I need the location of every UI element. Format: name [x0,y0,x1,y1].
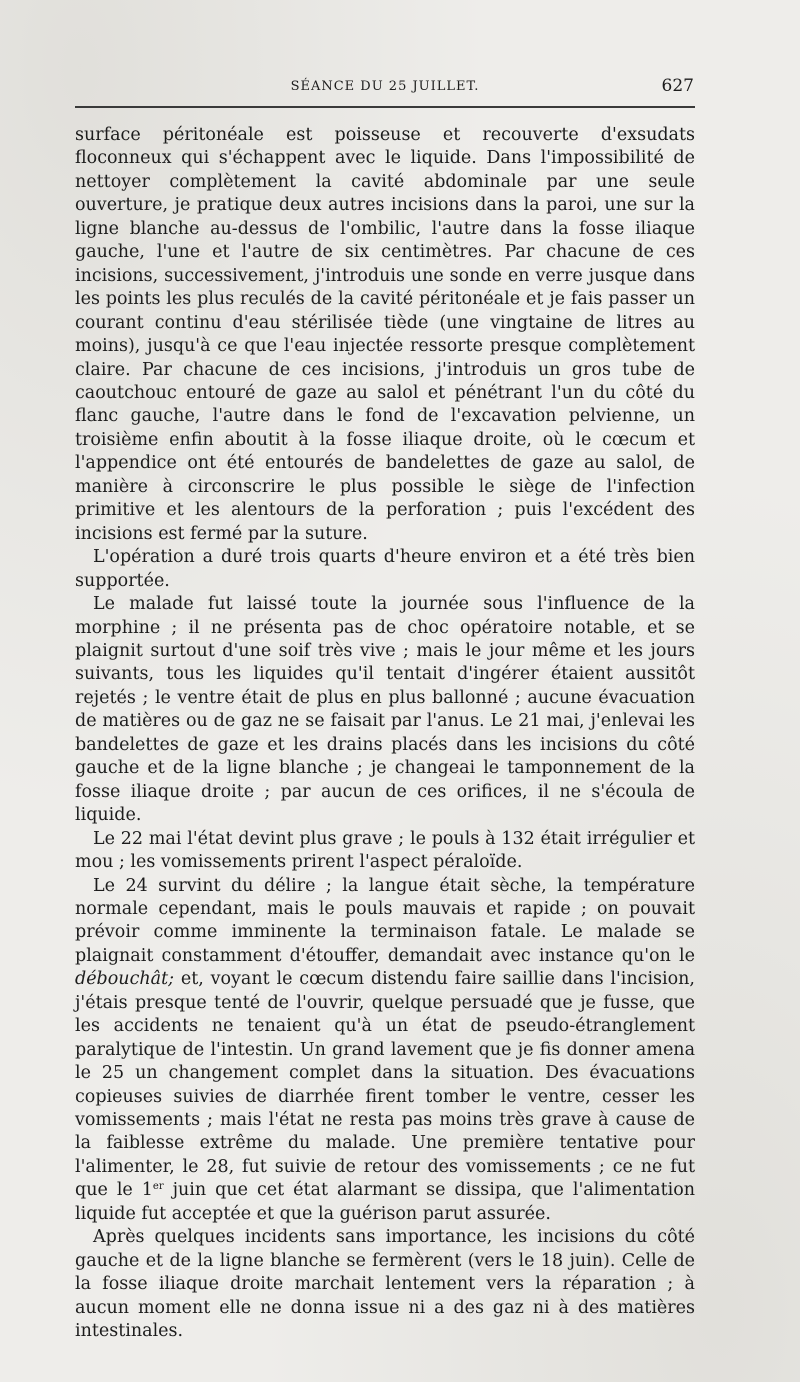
body-text [75,124,695,1344]
paragraph-may-22: Le 22 mai l'état devint plus grave ; le pouls à 132 était irrégulier et mou ; les vomissements prirent l'aspect péraloïde. [75,828,695,873]
paragraph-may-24-italic: débouchât; [75,969,175,990]
running-title: SÉANCE DU 25 JUILLET. [290,79,480,94]
paragraph-may-24-text-3: juin que cet état alarmant se dissipa, que l'alimentation liquide fut acceptée et que la guérison parut assurée. [75,1180,696,1224]
paragraph-may-24-text-1: Le 24 survint du délire ; la langue était sèche, la température normale cependant, mais le pouls mauvais et rapide ; on pouvait prévoir comme imminente la terminaison fatale. Le malade se plaignait constamment d'étouffer, demandait avec instance qu'on le [75,875,695,966]
paragraph-postoperative: Le malade fut laissé toute la journée sous l'influence de la morphine ; il ne présenta pas de choc opératoire notable, et se plaignit surtout d'une soif très vive ; mais le jour même et les jours suivants, tous les liquides qu'il tentait d'ingérer étaient aussitôt rejetés ; le ventre était de plus en plus ballonné ; aucune évacuation de matières ou de gaz ne se faisait par l'anus. Le 21 mai, j'enlevai les bandelettes de gaze et les drains placés dans les incisions du côté gauche et de la ligne blanche ; je changeai le tamponnement de la fosse iliaque droite ; par aucun de ces orifices, il ne s'écoula de liquide. [75,594,695,826]
paragraph-operation: L'opération a duré trois quarts d'heure environ et a été très bien supportée. [75,547,695,591]
header-rule [75,106,695,108]
running-header [76,76,694,100]
paragraph-may-24 [75,875,695,1227]
superscript-er: er [152,1181,164,1193]
page-number: 627 [661,76,694,96]
paragraph-recovery: Après quelques incidents sans importance, les incisions du côté gauche et de la ligne blanche se fermèrent (vers le 18 juin). Celle de la fosse iliaque droite marchait lentement vers la réparation ; à aucun moment elle ne donna issue ni a des gaz ni à des matières intestinales. [75,1227,695,1342]
paragraph-may-24-text-2: et, voyant le cœcum distendu faire saillie dans l'incision, j'étais presque tenté de l'ouvrir, quelque persuadé que je fusse, que les accidents ne tenaient qu'à un état de pseudo-étranglement paralytique de l'intestin. Un grand lavement que je fis donner amena le 25 un changement complet dans la situation. Des évacuations copieuses suivies de diarrhée firent tomber le ventre, cesser les vomissements ; mais l'état ne resta pas moins très grave à cause de la faiblesse extrême du malade. Une première tentative pour l'alimenter, le 28, fut suivie de retour des vomissements ; ce ne fut que le 1 [75,969,695,1201]
paragraph-continuation: surface péritonéale est poisseuse et recouverte d'exsudats floconneux qui s'échappent avec le liquide. Dans l'impossibilité de nettoyer complètement la cavité abdominale par une seule ouverture, je pratique deux autres incisions dans la paroi, une sur la ligne blanche au-dessus de l'ombilic, l'autre dans la fosse iliaque gauche, l'une et l'autre de six centimètres. Par chacune de ces incisions, successivement, j'introduis une sonde en verre jusque dans les points les plus reculés de la cavité péritonéale et je fais passer un courant continu d'eau stérilisée tiède (une vingtaine de litres au moins), jusqu'à ce que l'eau injectée ressorte presque complètement claire. Par chacune de ces incisions, j'introduis un gros tube de caoutchouc entouré de gaze au salol et pénétrant l'un du côté du flanc gauche, l'autre dans le fond de l'excavation pelvienne, un troisième enfin aboutit à la fosse iliaque droite, où le cœcum et l'appendice ont été entourés de bandelettes de gaze au salol, de manière à circonscrire le plus possible le siège de l'infection primitive et les alentours de la perforation ; puis l'excédent des incisions est fermé par la suture. [75,125,695,544]
